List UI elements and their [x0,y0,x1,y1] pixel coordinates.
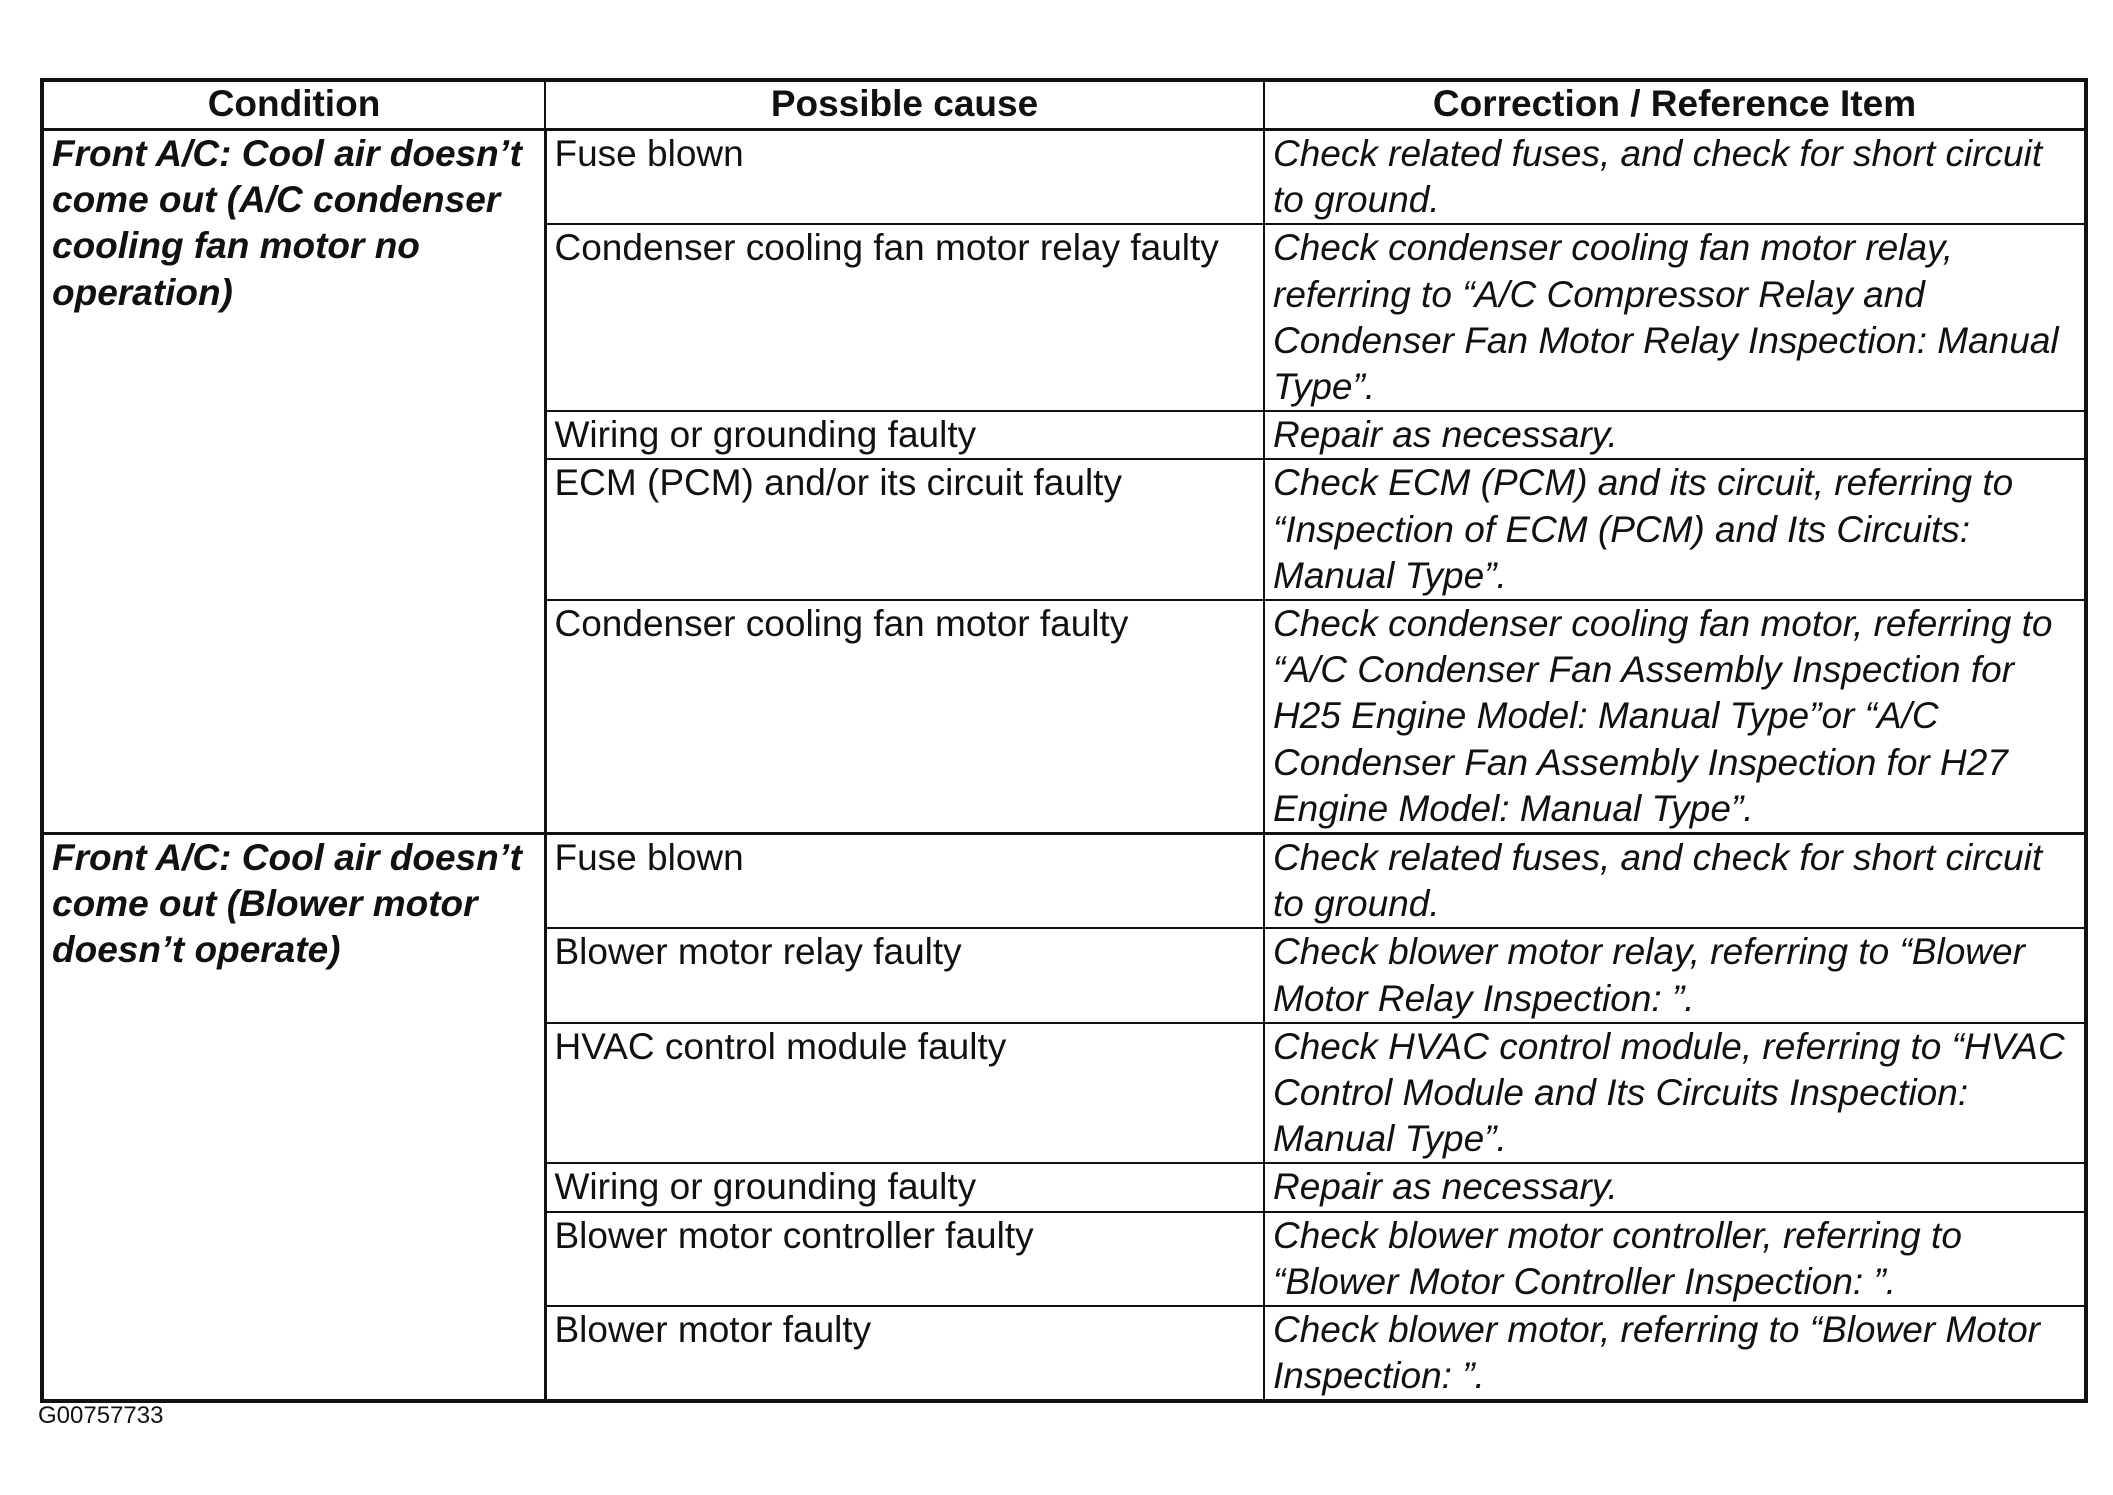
correction-cell: Check blower motor, referring to “Blower Motor Inspection: ”. [1264,1306,2086,1401]
cause-cell: Fuse blown [545,130,1264,225]
correction-cell: Check ECM (PCM) and its circuit, referring to “Inspection of ECM (PCM) and Its Circuits: Manual Type”. [1264,459,2086,600]
cause-cell: Blower motor relay faulty [545,928,1264,1022]
cause-cell: Condenser cooling fan motor faulty [545,600,1264,834]
correction-cell: Repair as necessary. [1264,1163,2086,1211]
troubleshooting-table [40,78,2088,1403]
cause-cell: Wiring or grounding faulty [545,1163,1264,1211]
header-correction: Correction / Reference Item [1264,80,2086,130]
cause-cell: Blower motor controller faulty [545,1212,1264,1306]
figure-id: G00757733 [38,1402,164,1429]
header-possible-cause: Possible cause [545,80,1264,130]
correction-cell: Check HVAC control module, referring to “HVAC Control Module and Its Circuits Inspection: Manual Type”. [1264,1023,2086,1164]
table-row [42,834,2086,929]
condition-cell: Front A/C: Cool air doesn’t come out (Blower motor doesn’t operate) [42,834,545,1402]
cause-cell: HVAC control module faulty [545,1023,1264,1164]
table-row [42,130,2086,225]
correction-cell: Check condenser cooling fan motor relay, referring to “A/C Compressor Relay and Condenser Fan Motor Relay Inspection: Manual Type”. [1264,224,2086,411]
cause-cell: Fuse blown [545,834,1264,929]
correction-cell: Repair as necessary. [1264,411,2086,459]
correction-cell: Check related fuses, and check for short circuit to ground. [1264,130,2086,225]
condition-cell: Front A/C: Cool air doesn’t come out (A/C condenser cooling fan motor no operation) [42,130,545,834]
table-header-row [42,80,2086,130]
cause-cell: Condenser cooling fan motor relay faulty [545,224,1264,411]
cause-cell: ECM (PCM) and/or its circuit faulty [545,459,1264,600]
cause-cell: Blower motor faulty [545,1306,1264,1401]
header-condition: Condition [42,80,545,130]
correction-cell: Check condenser cooling fan motor, referring to “A/C Condenser Fan Assembly Inspection for H25 Engine Model: Manual Type”or “A/C Condenser Fan Assembly Inspection for H27 Engine Model: Manual Type”. [1264,600,2086,834]
correction-cell: Check related fuses, and check for short circuit to ground. [1264,834,2086,929]
cause-cell: Wiring or grounding faulty [545,411,1264,459]
correction-cell: Check blower motor relay, referring to “Blower Motor Relay Inspection: ”. [1264,928,2086,1022]
correction-cell: Check blower motor controller, referring to “Blower Motor Controller Inspection: ”. [1264,1212,2086,1306]
